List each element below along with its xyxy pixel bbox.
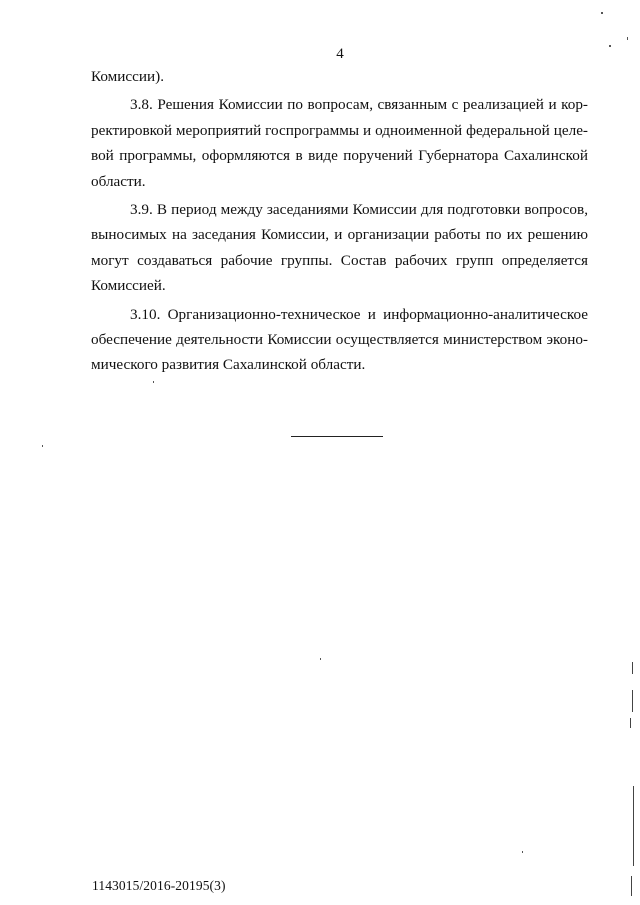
document-body [91, 64, 588, 378]
text-line: могут создаваться рабочие группы. Состав рабочих групп определяется [91, 251, 588, 269]
text-line: 3.10. Организационно-техническое и информационно-аналитическое [130, 305, 588, 323]
scan-speck [42, 445, 43, 447]
scan-edge-mark [632, 690, 633, 712]
text-line: мического развития Сахалинской области. [91, 356, 366, 374]
scan-speck [601, 12, 603, 14]
text-line: вой программы, оформляются в виде поручений Губернатора Сахалинской [91, 147, 588, 165]
scan-edge-mark [633, 786, 634, 866]
text-line: 3.9. В период между заседаниями Комиссии для подготовки вопросов, [130, 200, 588, 218]
footer-document-code: 1143015/2016-20195(3) [92, 878, 226, 893]
text-line: Комиссии). [91, 68, 165, 85]
text-line: обеспечение деятельности Комиссии осуществляется министерством эконо- [91, 330, 588, 348]
paragraph-3-8 [91, 92, 588, 194]
scan-speck [627, 37, 628, 40]
section-divider [291, 436, 383, 437]
scan-speck [320, 658, 321, 660]
scan-edge-mark [630, 718, 631, 728]
scan-speck [609, 45, 611, 47]
paragraph-3-10 [91, 302, 588, 378]
text-line: выносимых на заседания Комиссии, и организации работы по их решению [91, 226, 588, 244]
paragraph-3-9 [91, 197, 588, 299]
text-line: Комиссией. [91, 277, 166, 295]
text-line: области. [91, 172, 146, 190]
text-line: 3.8. Решения Комиссии по вопросам, связанным с реализацией и кор- [130, 96, 588, 114]
page-number: 4 [336, 46, 344, 62]
scan-edge-mark [632, 662, 633, 674]
scan-speck [522, 851, 523, 853]
text-line: ректировкой мероприятий госпрограммы и одноименной федеральной целе- [91, 121, 588, 139]
scan-edge-mark [631, 876, 632, 896]
scan-speck [153, 381, 154, 383]
